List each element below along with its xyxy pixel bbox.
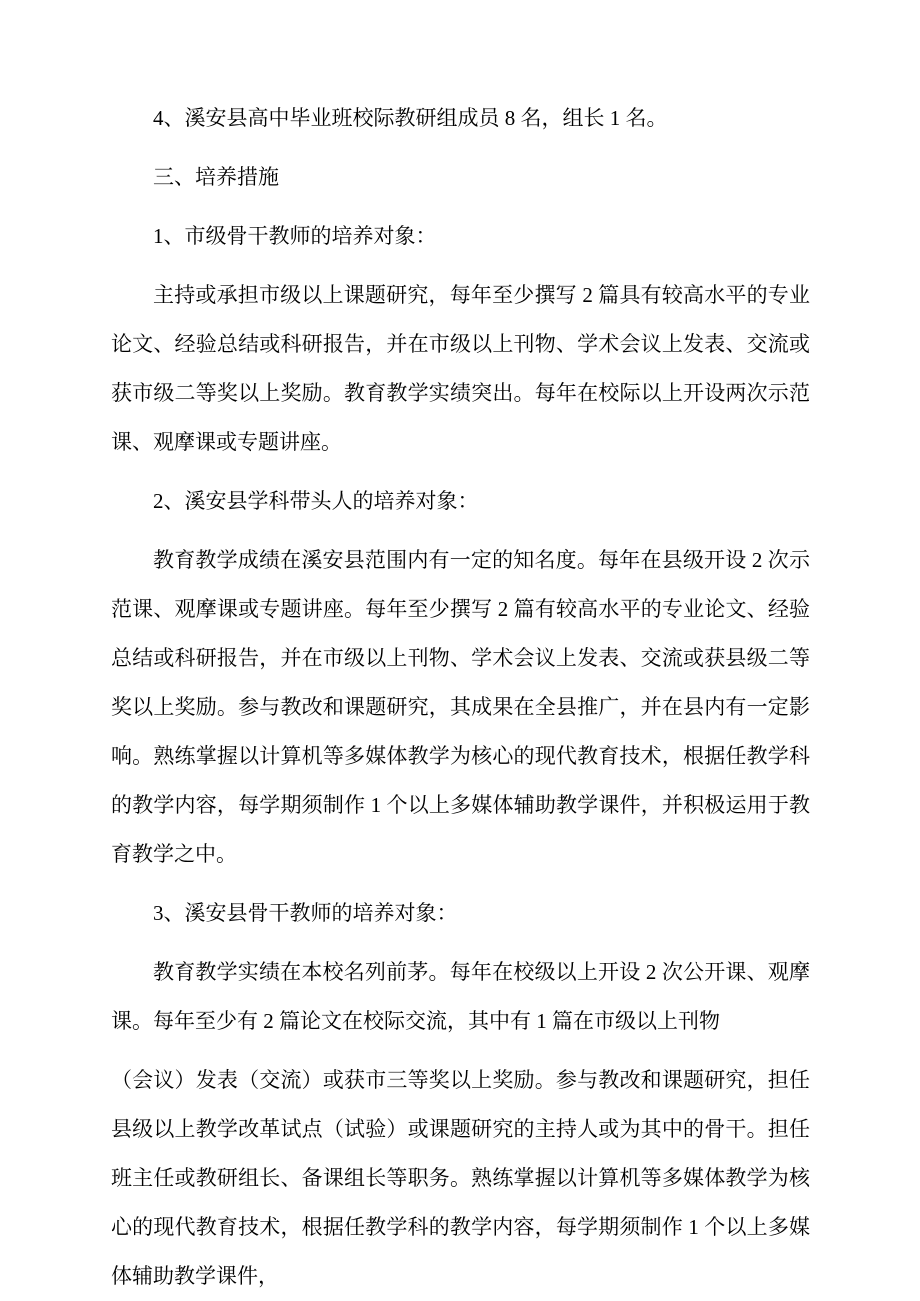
document-body [111,94,810,1301]
paragraph: （会议）发表（交流）或获市三等奖以上奖励。参与教改和课题研究，担任县级以上教学改革试点（试验）或课题研究的主持人或为其中的骨干。担任班主任或教研组长、备课组长等职务。熟练掌握以计算机等多媒体教学为核心的现代教育技术，根据任教学科的教学内容，每学期须制作 1 个以上多媒体辅助教学课件， [111,1068,810,1288]
paragraph: 3、溪安县骨干教师的培养对象： [153,901,458,925]
paragraph: 教育教学成绩在溪安县范围内有一定的知名度。每年在县级开设 2 次示范课、观摩课或专题讲座。每年至少撰写 2 篇有较高水平的专业论文、经验总结或科研报告，并在市级以上刊物、学术会议上发表、交流或获县级二等奖以上奖励。参与教改和课题研究，其成果在全县推广，并在县内有一定影响。熟练掌握以计算机等多媒体教学为核心的现代教育技术，根据任教学科的教学内容，每学期须制作 1 个以上多媒体辅助教学课件，并积极运用于教育教学之中。 [111,548,810,866]
paragraph: 主持或承担市级以上课题研究，每年至少撰写 2 篇具有较高水平的专业论文、经验总结或科研报告，并在市级以上刊物、学术会议上发表、交流或获市级二等奖以上奖励。教育教学实绩突出。每年在校际以上开设两次示范课、观摩课或专题讲座。 [111,283,810,454]
paragraph: 三、培养措施 [153,165,279,189]
paragraph: 1、市级骨干教师的培养对象： [153,224,437,248]
paragraph: 教育教学实绩在本校名列前茅。每年在校级以上开设 2 次公开课、观摩课。每年至少有 2 篇论文在校际交流，其中有 1 篇在市级以上刊物 [111,960,810,1033]
paragraph: 2、溪安县学科带头人的培养对象： [153,489,479,513]
paragraph: 4、溪安县高中毕业班校际教研组成员 8 名，组长 1 名。 [153,106,668,130]
